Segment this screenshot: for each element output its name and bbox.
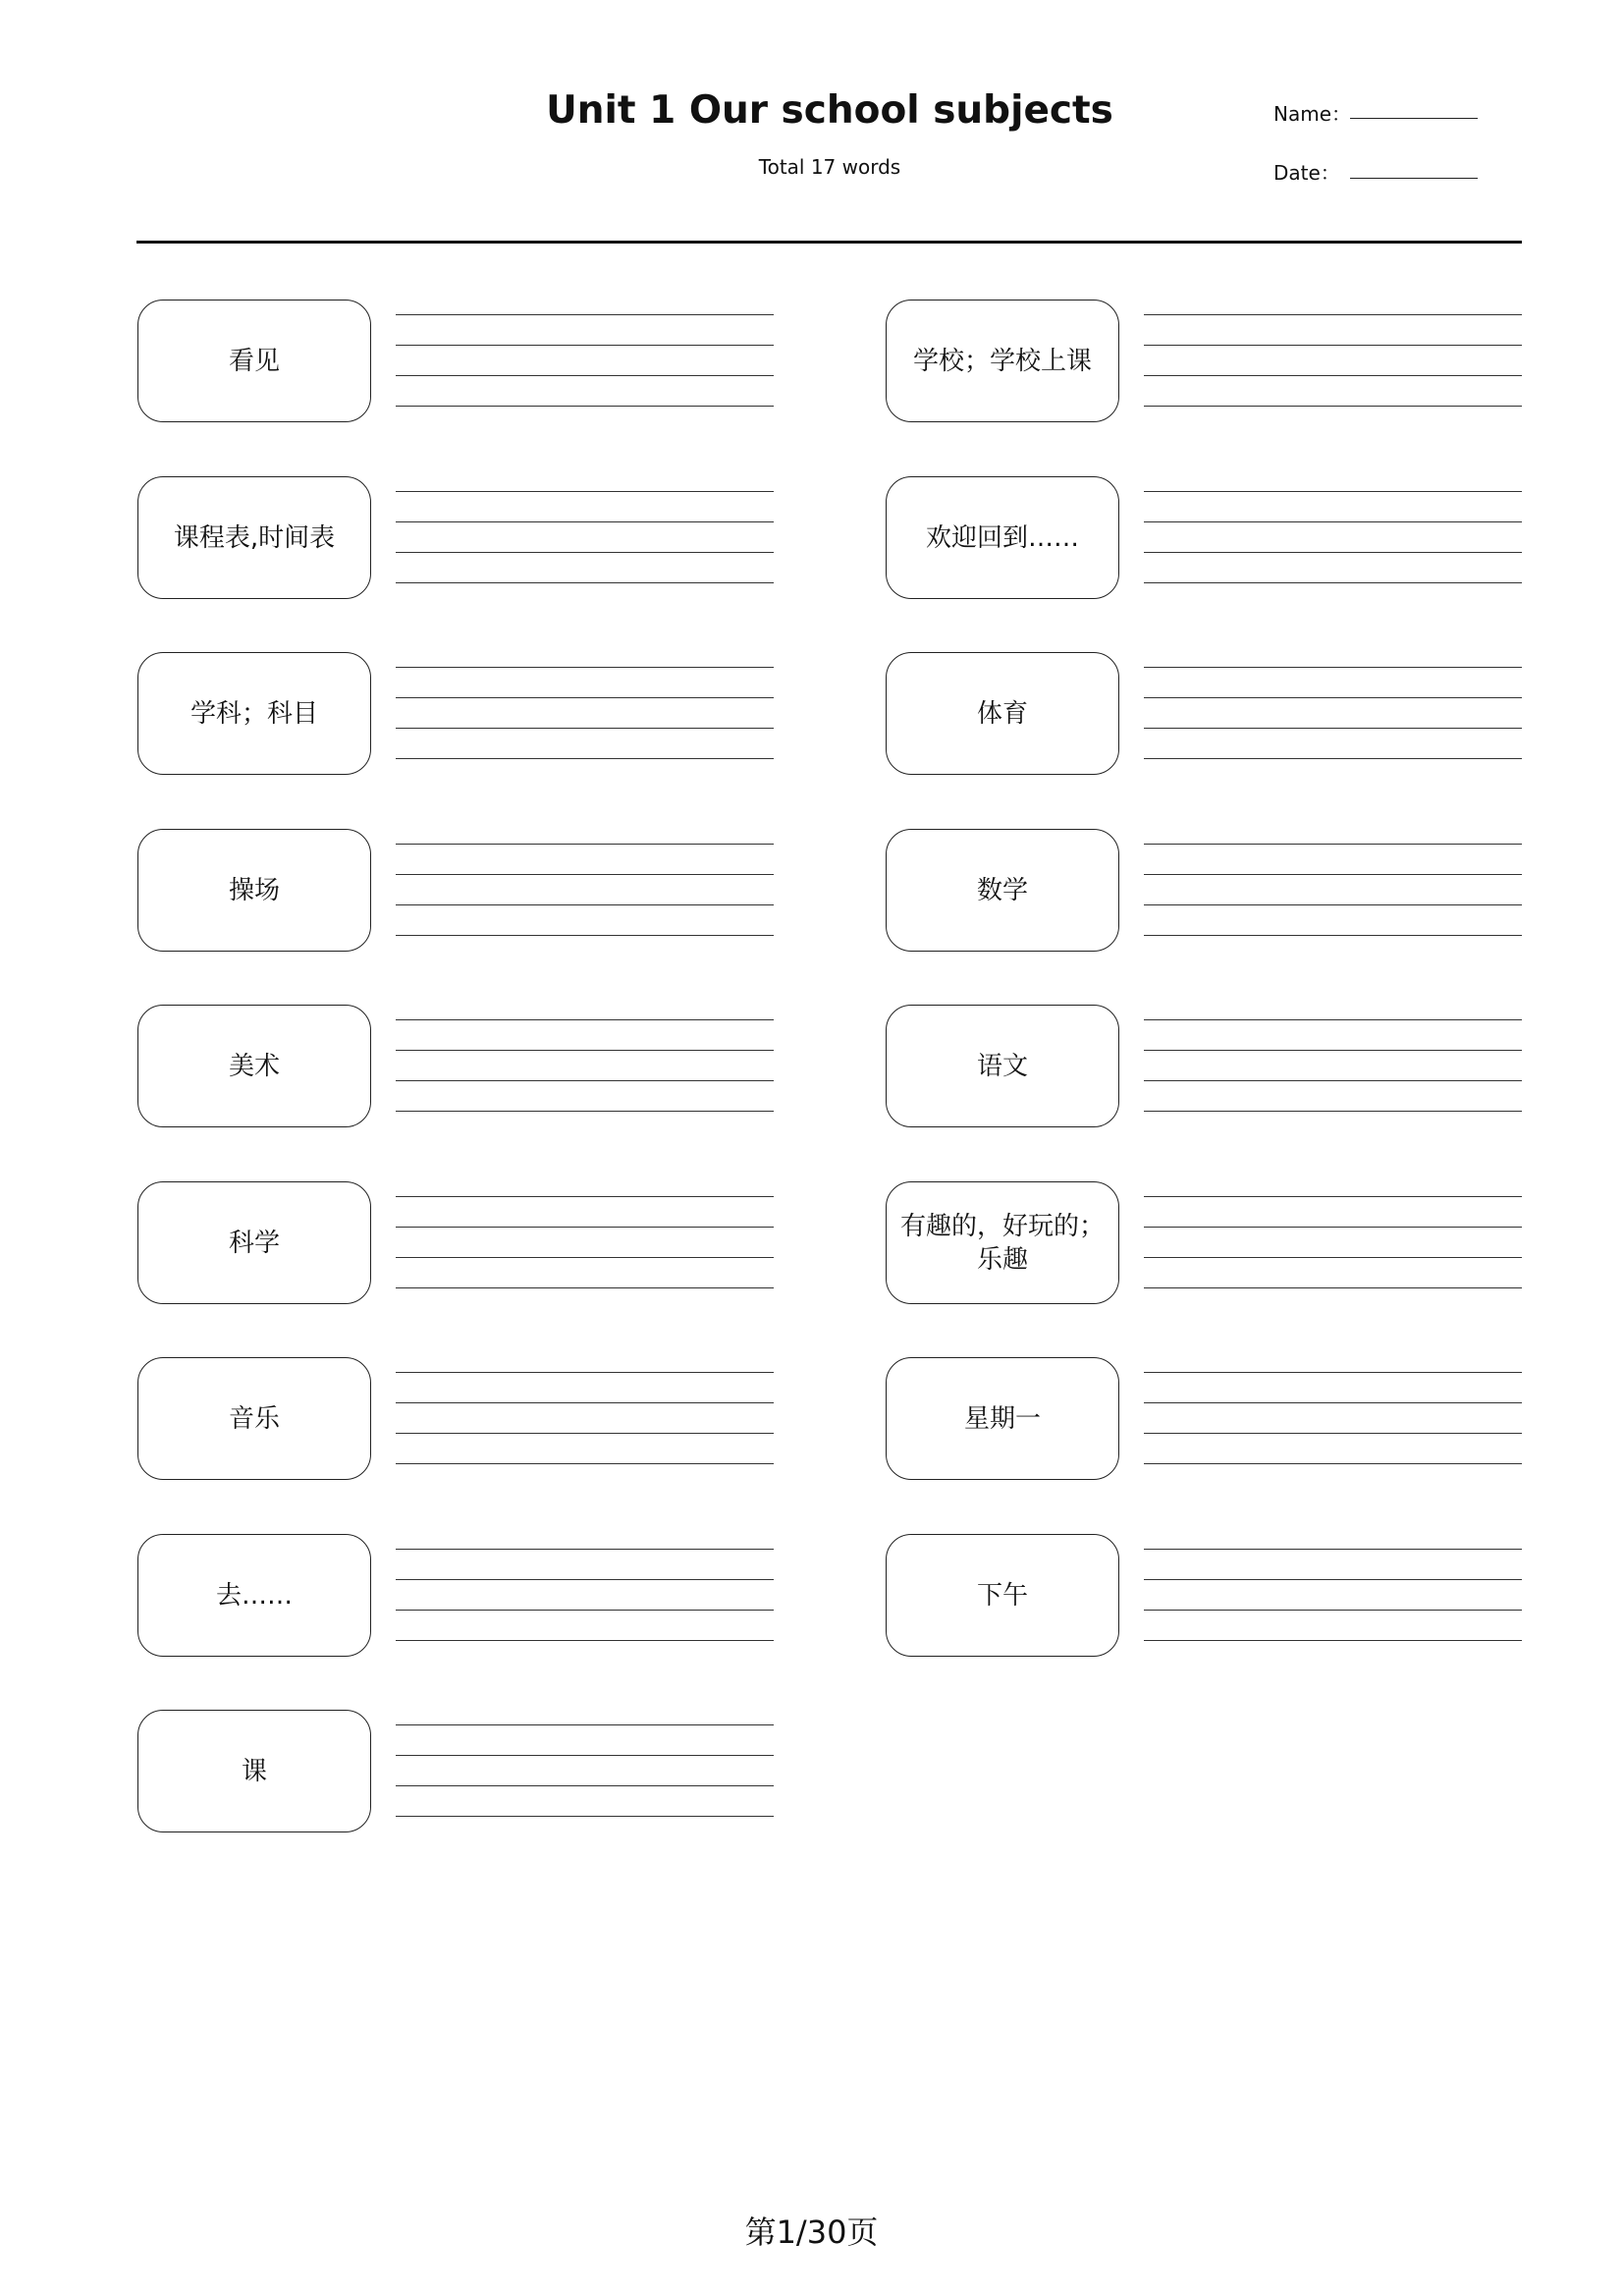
- page-number: 第1/30页: [744, 2214, 879, 2251]
- word-card: 操场: [137, 829, 371, 952]
- writing-lines[interactable]: [396, 652, 774, 775]
- writing-line: [396, 904, 774, 905]
- writing-line: [396, 345, 774, 346]
- word-card: 有趣的，好玩的；乐趣: [886, 1181, 1119, 1304]
- word-card: 学科；科目: [137, 652, 371, 775]
- writing-line: [1144, 1019, 1522, 1020]
- word-card: 音乐: [137, 1357, 371, 1480]
- writing-line: [1144, 1579, 1522, 1580]
- writing-line: [1144, 491, 1522, 492]
- word-count: Total 17 words: [758, 155, 901, 179]
- writing-line: [1144, 1640, 1522, 1641]
- writing-line: [396, 1755, 774, 1756]
- word-card: 科学: [137, 1181, 371, 1304]
- writing-line: [1144, 375, 1522, 376]
- writing-line: [396, 728, 774, 729]
- writing-line: [396, 1227, 774, 1228]
- writing-lines[interactable]: [396, 1710, 774, 1832]
- header-divider: [136, 241, 1522, 244]
- writing-line: [396, 1080, 774, 1081]
- writing-line: [1144, 1080, 1522, 1081]
- writing-line: [396, 491, 774, 492]
- writing-lines[interactable]: [396, 1534, 774, 1657]
- writing-line: [1144, 1111, 1522, 1112]
- word-card: 学校；学校上课: [886, 300, 1119, 422]
- writing-lines[interactable]: [1144, 829, 1522, 952]
- writing-line: [1144, 1287, 1522, 1288]
- writing-line: [396, 1372, 774, 1373]
- writing-line: [1144, 1257, 1522, 1258]
- writing-line: [396, 521, 774, 522]
- writing-line: [396, 1816, 774, 1817]
- name-field-line[interactable]: [1350, 118, 1478, 119]
- word-card: 欢迎回到……: [886, 476, 1119, 599]
- writing-line: [396, 1257, 774, 1258]
- word-card: 语文: [886, 1005, 1119, 1127]
- writing-line: [396, 582, 774, 583]
- writing-lines[interactable]: [1144, 1181, 1522, 1304]
- writing-line: [396, 314, 774, 315]
- writing-line: [396, 1610, 774, 1611]
- writing-line: [1144, 1433, 1522, 1434]
- word-card: 课: [137, 1710, 371, 1832]
- writing-line: [1144, 1372, 1522, 1373]
- writing-line: [1144, 1463, 1522, 1464]
- writing-line: [1144, 904, 1522, 905]
- word-card: 下午: [886, 1534, 1119, 1657]
- writing-line: [396, 1579, 774, 1580]
- writing-line: [396, 1111, 774, 1112]
- word-card: 美术: [137, 1005, 371, 1127]
- writing-line: [1144, 667, 1522, 668]
- writing-line: [396, 375, 774, 376]
- writing-line: [1144, 1196, 1522, 1197]
- writing-line: [1144, 844, 1522, 845]
- writing-line: [396, 1287, 774, 1288]
- writing-line: [1144, 345, 1522, 346]
- writing-line: [396, 667, 774, 668]
- writing-line: [396, 1050, 774, 1051]
- writing-lines[interactable]: [396, 1005, 774, 1127]
- writing-lines[interactable]: [1144, 1534, 1522, 1657]
- writing-line: [1144, 935, 1522, 936]
- writing-line: [396, 1463, 774, 1464]
- writing-line: [1144, 758, 1522, 759]
- writing-line: [1144, 1402, 1522, 1403]
- word-card: 数学: [886, 829, 1119, 952]
- word-card: 去……: [137, 1534, 371, 1657]
- writing-line: [1144, 1610, 1522, 1611]
- writing-lines[interactable]: [396, 829, 774, 952]
- writing-line: [396, 552, 774, 553]
- writing-line: [1144, 1050, 1522, 1051]
- writing-lines[interactable]: [1144, 1005, 1522, 1127]
- writing-line: [396, 758, 774, 759]
- writing-line: [1144, 406, 1522, 407]
- word-card: 星期一: [886, 1357, 1119, 1480]
- writing-lines[interactable]: [396, 1357, 774, 1480]
- writing-line: [396, 697, 774, 698]
- name-label: Name：: [1273, 102, 1352, 126]
- writing-line: [396, 406, 774, 407]
- writing-line: [396, 1019, 774, 1020]
- writing-lines[interactable]: [1144, 476, 1522, 599]
- writing-line: [396, 874, 774, 875]
- writing-line: [1144, 874, 1522, 875]
- writing-line: [396, 844, 774, 845]
- writing-line: [396, 1402, 774, 1403]
- date-label: Date：: [1273, 161, 1340, 185]
- writing-line: [396, 1640, 774, 1641]
- word-card: 看见: [137, 300, 371, 422]
- date-field-line[interactable]: [1350, 178, 1478, 179]
- writing-line: [1144, 521, 1522, 522]
- writing-line: [396, 1724, 774, 1725]
- page-title: Unit 1 Our school subjects: [546, 88, 1113, 133]
- writing-line: [1144, 1549, 1522, 1550]
- writing-lines[interactable]: [1144, 1357, 1522, 1480]
- writing-line: [396, 1785, 774, 1786]
- writing-lines[interactable]: [396, 1181, 774, 1304]
- writing-line: [1144, 697, 1522, 698]
- writing-lines[interactable]: [396, 476, 774, 599]
- writing-line: [1144, 314, 1522, 315]
- writing-line: [396, 1196, 774, 1197]
- writing-line: [1144, 728, 1522, 729]
- writing-line: [396, 935, 774, 936]
- writing-line: [1144, 582, 1522, 583]
- writing-line: [1144, 1227, 1522, 1228]
- writing-line: [396, 1549, 774, 1550]
- word-card: 课程表,时间表: [137, 476, 371, 599]
- writing-line: [396, 1433, 774, 1434]
- word-card: 体育: [886, 652, 1119, 775]
- writing-line: [1144, 552, 1522, 553]
- writing-lines[interactable]: [1144, 652, 1522, 775]
- writing-lines[interactable]: [396, 300, 774, 422]
- writing-lines[interactable]: [1144, 300, 1522, 422]
